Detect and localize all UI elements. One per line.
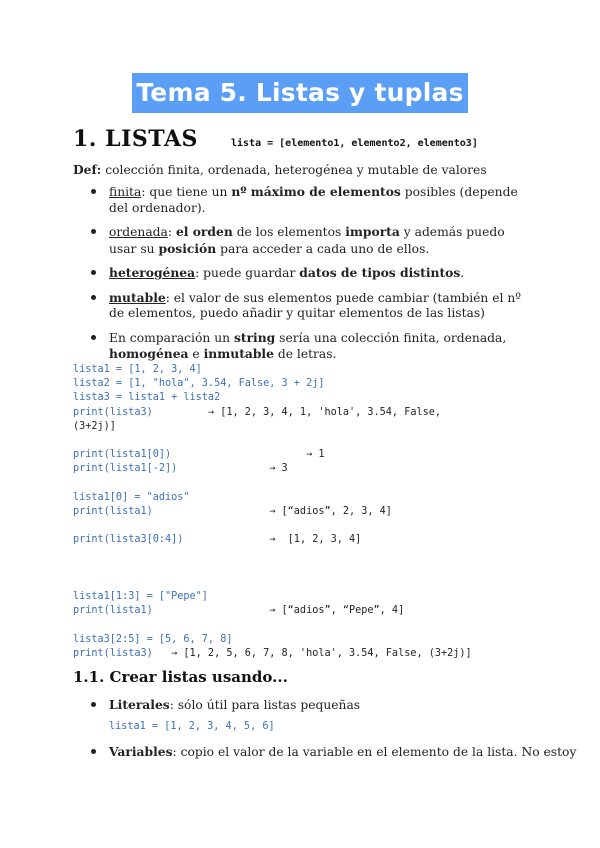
text: En comparación un bbox=[109, 330, 234, 345]
bullet-icon bbox=[91, 702, 96, 707]
bullet-icon bbox=[91, 335, 96, 340]
bold-text: string bbox=[233, 329, 276, 345]
bold-text: nº máximo de elementos bbox=[231, 184, 401, 199]
term-mutable: mutable bbox=[109, 289, 166, 305]
text: : bbox=[167, 225, 176, 239]
list-item-variables bbox=[73, 743, 577, 761]
list-item-ordenada bbox=[73, 224, 523, 257]
text: para acceder a cada uno de ellos. bbox=[216, 241, 430, 256]
text: de los elementos bbox=[232, 225, 346, 239]
code-statement: print(lista1[-2]) bbox=[73, 463, 178, 475]
bold-text: el orden bbox=[175, 224, 233, 239]
spacer bbox=[73, 619, 472, 633]
code-line: lista1[1:3] = ["Pepe"] bbox=[73, 591, 208, 603]
code-statement: print(lista1) bbox=[73, 506, 153, 517]
spacer bbox=[73, 519, 472, 533]
section-title: 1. LISTAS bbox=[73, 126, 198, 152]
page-title: Tema 5. Listas y tuplas bbox=[132, 73, 467, 113]
code-output: → 1 bbox=[171, 449, 325, 461]
text: y además puedo usar su bbox=[109, 225, 505, 256]
bullet-icon bbox=[91, 189, 96, 194]
bold-text: posición bbox=[158, 240, 217, 256]
list-item-literales bbox=[73, 697, 543, 714]
definition bbox=[73, 162, 487, 177]
code-line bbox=[73, 448, 472, 462]
bold-text: datos de tipos distintos bbox=[299, 265, 461, 280]
list-item-mutable bbox=[73, 290, 523, 322]
literal-code: lista1 = [1, 2, 3, 4, 5, 6] bbox=[109, 720, 275, 732]
text: e bbox=[188, 347, 204, 361]
bold-text: importa bbox=[345, 224, 400, 239]
spacer bbox=[73, 434, 472, 448]
spacer bbox=[73, 477, 472, 491]
code-statement: print(lista3) bbox=[73, 406, 153, 418]
spacer bbox=[73, 548, 472, 576]
bullet-icon bbox=[91, 749, 96, 754]
code-line: lista3[2:5] = [5, 6, 7, 8] bbox=[73, 633, 233, 645]
definition-label: Def: bbox=[73, 162, 102, 177]
code-statement: print(lista3) bbox=[73, 647, 153, 659]
bullet-icon bbox=[91, 229, 96, 234]
list-syntax: lista = [elemento1, elemento2, elemento3] bbox=[231, 138, 478, 149]
code-statement: print(lista1[0]) bbox=[73, 449, 172, 461]
property-list bbox=[73, 184, 523, 371]
section-heading-listas bbox=[73, 126, 478, 152]
term-variables: Variables bbox=[109, 743, 173, 759]
term-heterogenea: heterogénea bbox=[109, 265, 196, 280]
text: : que tiene un bbox=[141, 185, 232, 199]
code-line bbox=[73, 647, 472, 661]
text: : copio el valor de la variable en el elemento de la lista. No estoy bbox=[172, 744, 577, 759]
term-finita: finita bbox=[109, 185, 142, 199]
list-item-heterogenea bbox=[73, 265, 523, 282]
list-item-code bbox=[73, 720, 543, 734]
code-line: lista1[0] = "adios" bbox=[73, 491, 190, 503]
bullet-icon bbox=[91, 295, 96, 300]
bold-text: inmutable bbox=[203, 346, 274, 361]
code-block bbox=[73, 363, 472, 661]
code-line bbox=[73, 533, 472, 547]
code-line bbox=[73, 604, 472, 618]
text: : puede guardar bbox=[195, 266, 300, 280]
code-line: lista2 = [1, "hola", 3.54, False, 3 + 2j] bbox=[73, 378, 325, 390]
subsection-heading: 1.1. Crear listas usando... bbox=[73, 668, 288, 686]
code-line: lista1 = [1, 2, 3, 4] bbox=[73, 364, 202, 375]
text: sería una colección finita, ordenada, bbox=[275, 330, 507, 345]
definition-text: colección finita, ordenada, heterogénea y mutable de valores bbox=[101, 163, 487, 177]
list-item-finita bbox=[73, 184, 523, 216]
text: de letras. bbox=[273, 347, 337, 361]
code-output: (3+2j)] bbox=[73, 420, 116, 432]
title-block bbox=[0, 73, 600, 113]
code-line: lista3 = lista1 + lista2 bbox=[73, 392, 221, 404]
text: . bbox=[460, 266, 465, 280]
code-output: → 3 bbox=[177, 463, 288, 475]
text: posibles (depende del ordenador). bbox=[109, 185, 518, 215]
term-literales: Literales bbox=[109, 697, 170, 712]
code-line bbox=[73, 505, 472, 519]
text: : el valor de sus elementos puede cambiar (también el nº de elementos, puedo añadir y quitar elementos de las listas) bbox=[109, 290, 522, 320]
code-statement: print(lista1) bbox=[73, 605, 153, 617]
creation-list bbox=[73, 697, 577, 760]
text: : sólo útil para listas pequeñas bbox=[169, 698, 361, 712]
code-line bbox=[73, 406, 472, 420]
bullet-icon bbox=[91, 270, 96, 275]
code-output: → [1, 2, 3, 4] bbox=[183, 534, 362, 546]
code-output: → [“adios”, “Pepe”, 4] bbox=[152, 605, 405, 617]
code-line bbox=[73, 462, 472, 476]
bold-text: homogénea bbox=[109, 346, 189, 361]
code-output: → [“adios”, 2, 3, 4] bbox=[152, 506, 392, 517]
code-statement: print(lista3[0:4]) bbox=[73, 534, 184, 546]
code-output: → [1, 2, 3, 4, 1, 'hola', 3.54, False, bbox=[152, 406, 442, 418]
list-item-string bbox=[73, 330, 523, 363]
code-output: → [1, 2, 5, 6, 7, 8, 'hola', 3.54, False, (3+2j)] bbox=[152, 647, 472, 659]
spacer bbox=[73, 576, 472, 590]
term-ordenada: ordenada bbox=[109, 225, 168, 239]
